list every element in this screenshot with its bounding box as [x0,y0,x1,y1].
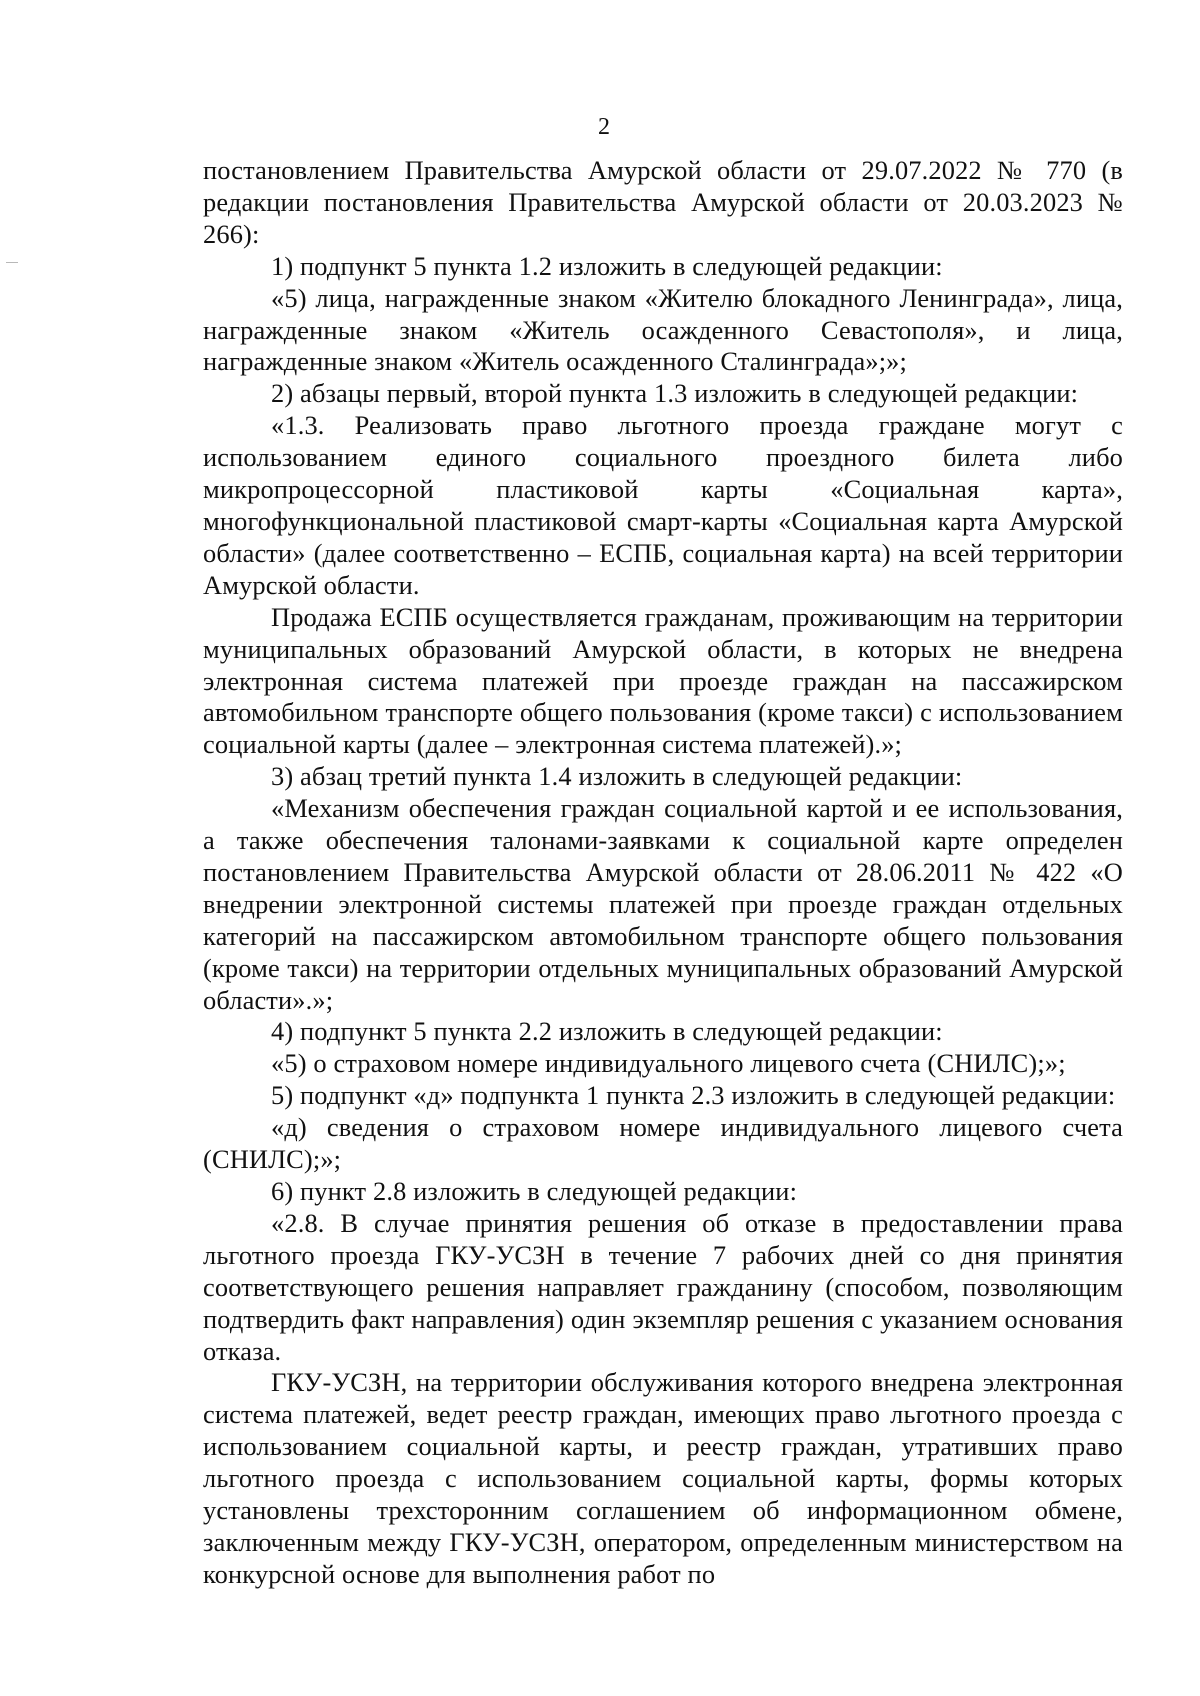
document-body [203,155,1123,1591]
paragraph: 1) подпункт 5 пункта 1.2 изложить в следующей редакции: [271,250,943,281]
paragraph: «Механизм обеспечения граждан социальной картой и ее использования, а также обеспечения талонами-заявками к социальной карте определен постановлением Правительства Амурской области от 28.06.2011 № 422 «О внедрении электронной системы платежей при проезде граждан отдельных категорий на пассажирском автомобильном транспорте общего пользования (кроме такси) на территории отдельных муниципальных образований Амурской области».»; [203,793,1123,1015]
paragraph: «5) о страховом номере индивидуального лицевого счета (СНИЛС);»; [271,1048,1066,1079]
paragraph: «5) лица, награжденные знаком «Жителю блокадного Ленинграда», лица, награжденные знаком «Житель осажденного Севастополя», и лица, награжденные знаком «Житель осажденного Сталинграда»;»; [203,282,1123,377]
paragraph: «2.8. В случае принятия решения об отказе в предоставлении права льготного проезда ГКУ-УСЗН в течение 7 рабочих дней со дня принятия соответствующего решения направляет гражданину (способом, позволяющим подтвердить факт направления) один экземпляр решения с указанием основания отказа. [203,1207,1123,1366]
paragraph: 5) подпункт «д» подпункта 1 пункта 2.3 изложить в следующей редакции: [271,1080,1116,1111]
paragraph: «д) сведения о страховом номере индивидуального лицевого счета (СНИЛС);»; [203,1112,1123,1175]
paragraph: «1.3. Реализовать право льготного проезда граждане могут с использованием единого социального проездного билета либо микропроцессорной пластиковой карты «Социальная карта», многофункциональной пластиковой смарт-карты «Социальная карта Амурской области» (далее соответственно – ЕСПБ, социальная карта) на всей территории Амурской области. [203,410,1123,600]
paragraph: ГКУ-УСЗН, на территории обслуживания которого внедрена электронная система платежей, ведет реестр граждан, имеющих право льготного проезда с использованием социальной карты, и реестр граждан, утративших право льготного проезда с использованием социальной карты, формы которых установлены трехсторонним соглашением об информационном обмене, заключенным между ГКУ-УСЗН, оператором, определенным министерством на конкурсной основе для выполнения работ по [203,1367,1123,1589]
paragraph: 6) пункт 2.8 изложить в следующей редакции: [271,1176,798,1206]
page-number: 2 [598,114,610,140]
paragraph: 4) подпункт 5 пункта 2.2 изложить в следующей редакции: [271,1016,943,1047]
scan-artifact [6,262,18,263]
paragraph: 3) абзац третий пункта 1.4 изложить в следующей редакции: [271,761,963,792]
paragraph: 2) абзацы первый, второй пункта 1.3 изложить в следующей редакции: [271,378,1079,409]
paragraph: Продажа ЕСПБ осуществляется гражданам, проживающим на территории муниципальных образований Амурской области, в которых не внедрена электронная система платежей при проезде граждан на пассажирском автомобильном транспорте общего пользования (кроме такси) с использованием социальной карты (далее – электронная система платежей).»; [203,601,1123,760]
paragraph: постановлением Правительства Амурской области от 29.07.2022 № 770 (в редакции постановления Правительства Амурской области от 20.03.2023 № 266): [203,155,1123,249]
